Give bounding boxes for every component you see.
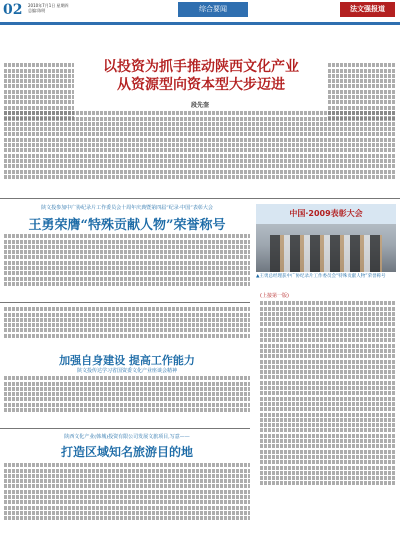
story3-subtitle: 陕文投传达学习省国资委文化产业座谈会精神 <box>76 368 177 374</box>
story2-headline: 王勇荣膺“特殊贡献人物”荣誉称号 <box>28 218 226 233</box>
page-number: 02 <box>3 2 23 18</box>
continued-tag: (上接第一版) <box>260 293 289 299</box>
header-rule <box>0 22 400 25</box>
issue-date: 2010年7月1日 星期四 总编:陈明 <box>28 3 69 13</box>
page-header <box>0 0 400 26</box>
photo-caption: ▲王勇总经理获中广协纪录片工作委员会“特殊贡献人物”荣誉称号 <box>256 274 386 279</box>
right-column-body <box>260 300 396 536</box>
story3-headline: 加强自身建设 提高工作能力 <box>59 354 195 367</box>
divider-1 <box>0 198 400 199</box>
lead-headline: 以投资为抓手推动陕西文化产业 从资源型向资本型大步迈进 <box>103 59 299 93</box>
column-label: 法文强报道 <box>340 2 395 17</box>
story4-kicker: 陕西文化产业(韩城)投资有限公司发展文旅项目,写意—— <box>64 434 190 440</box>
story3-body <box>4 375 250 423</box>
banner-text: 中国·2009表彰大会 <box>256 204 396 224</box>
lead-byline: 段先奎 <box>190 102 209 109</box>
story3-body-top <box>4 306 250 350</box>
story4-headline: 打造区域知名旅游目的地 <box>60 445 193 459</box>
divider-2 <box>0 302 250 303</box>
section-label: 综合要闻 <box>178 2 248 17</box>
lead-body <box>4 110 396 195</box>
award-photo <box>256 204 396 272</box>
story4-body <box>4 462 250 536</box>
story2-kicker: 陕文投参加中广协纪录片工作委员会十周年庆典暨第四届“纪录·中国”表彰大会 <box>41 205 213 211</box>
people-image <box>270 235 382 272</box>
divider-3 <box>0 428 250 429</box>
story2-body <box>4 233 250 301</box>
